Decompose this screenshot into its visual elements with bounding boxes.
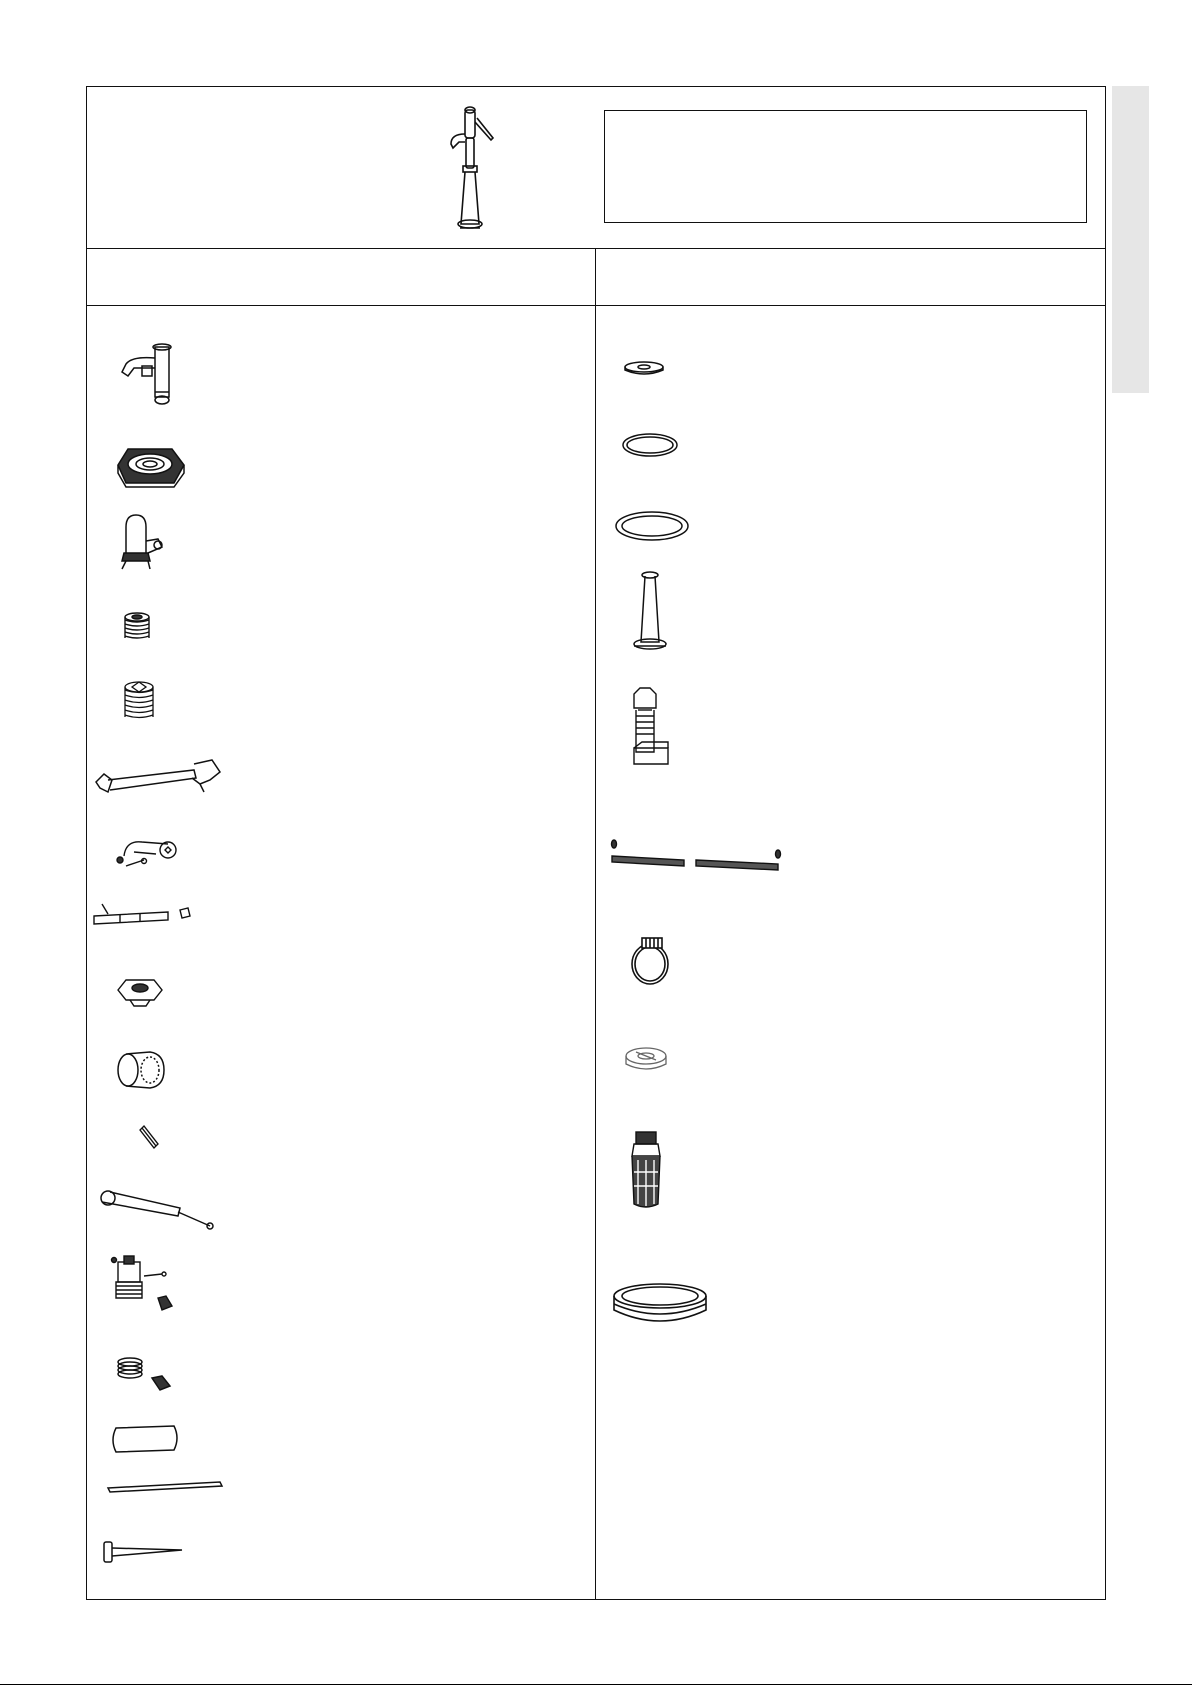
header-divider [86, 248, 1106, 249]
foundation-bolt-icon [628, 686, 676, 770]
pin-icon [136, 1124, 164, 1152]
spring-valve-icon [114, 1356, 178, 1396]
header-text-box [604, 110, 1087, 223]
threaded-plug-large-icon [122, 680, 156, 726]
handle-bracket-icon [114, 836, 184, 874]
page-frame [86, 86, 1106, 1600]
threaded-plug-small-icon [122, 612, 152, 644]
hand-pump-icon [445, 104, 505, 232]
cup-seal-icon [610, 1280, 710, 1328]
bushing-icon [116, 1046, 168, 1092]
spanner-wrench-icon [94, 758, 224, 808]
plunger-assembly-icon [110, 1254, 182, 1318]
flange-icon [114, 974, 166, 1010]
pipe-sleeve-icon [110, 1424, 182, 1454]
column-header-divider [86, 305, 1106, 306]
valve-disc-icon [622, 1046, 670, 1076]
column-divider [595, 248, 596, 1600]
pump-head-icon [118, 342, 182, 408]
hose-clamp-icon [628, 934, 676, 988]
rod-tool-icon [100, 1538, 186, 1566]
pump-handle-icon [98, 1188, 218, 1234]
side-tab [1112, 86, 1149, 393]
pump-rod-icon [106, 1478, 226, 1494]
foot-valve-strainer-icon [628, 1130, 668, 1210]
threaded-rod-icon [608, 840, 784, 882]
base-plate-icon [112, 443, 188, 491]
o-ring-small-icon [620, 432, 680, 460]
axle-shaft-icon [90, 900, 200, 932]
o-ring-large-icon [614, 510, 690, 544]
cylinder-chamber-icon [118, 513, 178, 573]
riser-pipe-icon [628, 570, 674, 654]
washer-icon [622, 360, 666, 376]
